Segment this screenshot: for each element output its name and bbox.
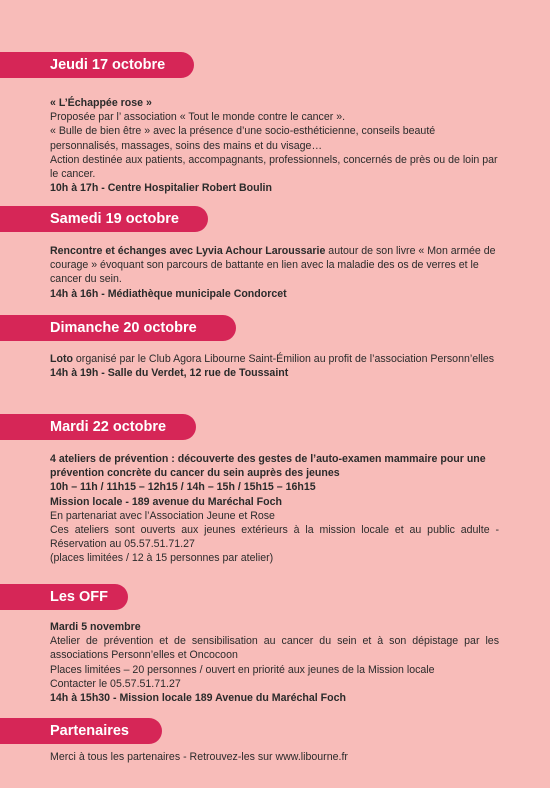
event-text: Atelier de prévention et de sensibilisation au cancer du sein et à son dépistage par les associations Personn’elles et Oncocoon [50,635,499,662]
separator: - [98,367,108,380]
event-times: 10h – 11h / 11h15 – 12h15 / 14h – 15h / 15h15 – 16h15 [50,481,316,494]
event-time-place: 14h à 15h30 - Mission locale 189 Avenue du Maréchal Foch [50,692,346,705]
event-title: 4 ateliers de prévention : découverte des gestes de l’auto-examen mammaire pour une prévention concrète du cancer du sein auprès des jeunes [50,453,486,480]
event-title: « L’Échappée rose » [50,97,152,109]
section-body-samedi [50,244,499,301]
event-info: Ces ateliers sont ouverts aux jeunes extérieurs à la mission locale et au public adulte - Réservation au 05.57.51.71.27 [50,524,499,551]
partners-text: Merci à tous les partenaires - Retrouvez-les sur www.libourne.fr [50,751,348,763]
separator: - [98,287,108,300]
event-title: Rencontre et échanges avec Lyvia Achour Laroussarie [50,245,326,257]
section-heading-mardi: Mardi 22 octobre [0,414,196,440]
section-heading-off: Les OFF [0,584,128,610]
event-text: organisé par le Club Agora Libourne Saint-Émilion au profit de l’association Personn’elles [72,353,495,365]
section-heading-samedi: Samedi 19 octobre [0,206,208,232]
event-place: Salle du Verdet, 12 rue de Toussaint [107,367,289,380]
section-body-dimanche [50,352,499,380]
section-heading-jeudi: Jeudi 17 octobre [0,52,194,78]
section-body-off [50,620,499,705]
event-date: Mardi 5 novembre [50,621,141,633]
event-title: Loto [50,353,73,365]
event-place: Médiathèque municipale Condorcet [107,287,287,300]
section-body-jeudi [50,96,499,195]
event-contact: Contacter le 05.57.51.71.27 [50,677,181,690]
event-place: Mission locale - 189 avenue du Maréchal Foch [50,495,282,508]
event-time: 14h à 16h [50,287,99,300]
event-text: autour de son livre « Mon armée de courage » évoquant son parcours de battante en lien avec la maladie des os de verres et le cancer du sein. [50,245,496,286]
event-partner: En partenariat avec l’Association Jeune et Rose [50,509,275,522]
event-line: Proposée par l’ association « Tout le monde contre le cancer ». [50,111,346,124]
section-body-mardi [50,452,499,566]
section-body-partenaires [50,750,499,764]
section-heading-dimanche: Dimanche 20 octobre [0,315,236,341]
event-time: 14h à 19h [50,367,99,380]
event-time-place: 10h à 17h - Centre Hospitalier Robert Boulin [50,182,272,195]
event-line: Action destinée aux patients, accompagnants, professionnels, concernés de près ou de loin par le cancer. [50,153,498,181]
event-limit: (places limitées / 12 à 15 personnes par atelier) [50,552,274,565]
event-line: « Bulle de bien être » avec la présence d’une socio-esthéticienne, conseils beauté personnalisés, massages, soins des mains et du visage… [50,125,436,152]
event-places: Places limitées – 20 personnes / ouvert en priorité aux jeunes de la Mission locale [50,663,435,676]
section-heading-partenaires: Partenaires [0,718,162,744]
